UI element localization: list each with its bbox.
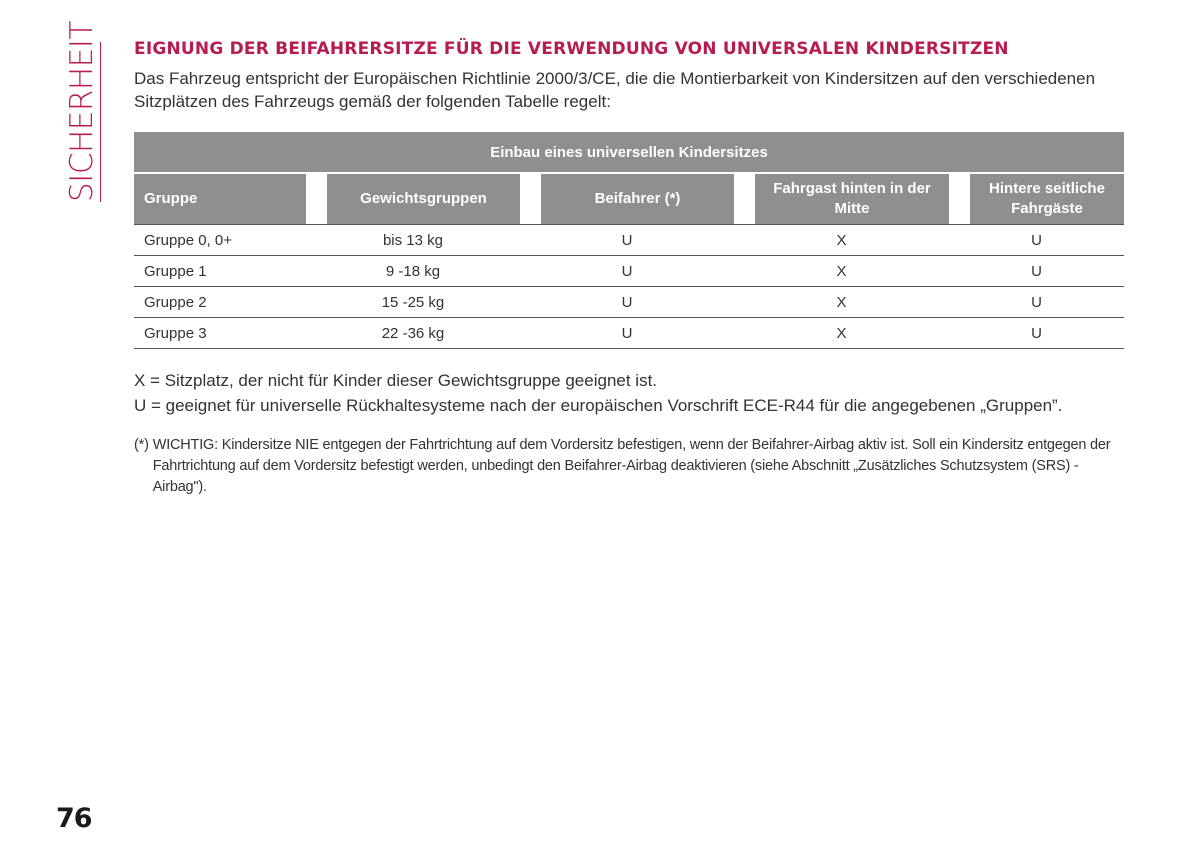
table-caption: Einbau eines universellen Kindersitzes	[134, 132, 1124, 174]
cell-weight: 22 -36 kg	[306, 318, 520, 349]
cell-rear-center: X	[734, 287, 949, 318]
cell-rear-side: U	[949, 224, 1124, 256]
legend	[134, 368, 1124, 418]
table-caption-row	[134, 132, 1124, 174]
column-header-front-passenger: Beifahrer (*)	[520, 174, 734, 224]
cell-front-passenger: U	[520, 318, 734, 349]
column-header-rear-center: Fahrgast hinten in der Mitte	[734, 174, 949, 224]
cell-rear-side: U	[949, 256, 1124, 287]
column-header-group: Gruppe	[134, 174, 306, 224]
column-header-weight: Gewichtsgruppen	[306, 174, 520, 224]
page-number: 76	[56, 803, 92, 834]
child-seat-table	[134, 132, 1124, 349]
cell-group: Gruppe 2	[134, 287, 306, 318]
table-row	[134, 287, 1124, 318]
cell-rear-center: X	[734, 224, 949, 256]
cell-front-passenger: U	[520, 224, 734, 256]
footnote-marker: (*)	[134, 437, 149, 453]
column-header-rear-side: Hintere seitliche Fahrgäste	[949, 174, 1124, 224]
cell-weight: bis 13 kg	[306, 224, 520, 256]
legend-x: X = Sitzplatz, der nicht für Kinder dieser Gewichtsgruppe geeignet ist.	[134, 371, 658, 390]
chapter-side-tab	[62, 21, 102, 202]
cell-rear-side: U	[949, 318, 1124, 349]
table-row	[134, 318, 1124, 349]
cell-group: Gruppe 3	[134, 318, 306, 349]
cell-group: Gruppe 1	[134, 256, 306, 287]
cell-weight: 15 -25 kg	[306, 287, 520, 318]
chapter-label: SICHERHEIT	[64, 21, 100, 202]
footnote	[134, 435, 1124, 498]
footnote-text: WICHTIG: Kindersitze NIE entgegen der Fahrtrichtung auf dem Vordersitz befestigen, wenn der Beifahrer-Airbag aktiv ist. Soll ein Kindersitz entgegen der Fahrtrichtung auf dem Vordersitz befestigt werden, unbedingt den Beifahrer-Airbag deaktivieren (siehe Abschnitt „Zusätzliches Schutzsystem (SRS) - Airbag").	[152, 437, 1111, 495]
chapter-divider	[100, 42, 101, 202]
page-content	[134, 40, 1124, 498]
legend-u: U = geeignet für universelle Rückhaltesysteme nach der europäischen Vorschrift ECE-R44 für die angegebenen „Gruppen”.	[134, 396, 1063, 415]
table-row	[134, 224, 1124, 256]
table-header-row	[134, 174, 1124, 224]
cell-rear-side: U	[949, 287, 1124, 318]
intro-paragraph: Das Fahrzeug entspricht der Europäischen Richtlinie 2000/3/CE, die die Montierbarkeit von Kindersitzen auf den verschiedenen Sitzplätzen des Fahrzeugs gemäß der folgenden Tabelle regelt:	[134, 69, 1096, 111]
table-row	[134, 256, 1124, 287]
cell-weight: 9 -18 kg	[306, 256, 520, 287]
cell-front-passenger: U	[520, 287, 734, 318]
cell-rear-center: X	[734, 318, 949, 349]
section-title: EIGNUNG DER BEIFAHRERSITZE FÜR DIE VERWENDUNG VON UNIVERSALEN KINDERSITZEN	[134, 39, 1009, 59]
cell-group: Gruppe 0, 0+	[134, 224, 306, 256]
cell-front-passenger: U	[520, 256, 734, 287]
cell-rear-center: X	[734, 256, 949, 287]
